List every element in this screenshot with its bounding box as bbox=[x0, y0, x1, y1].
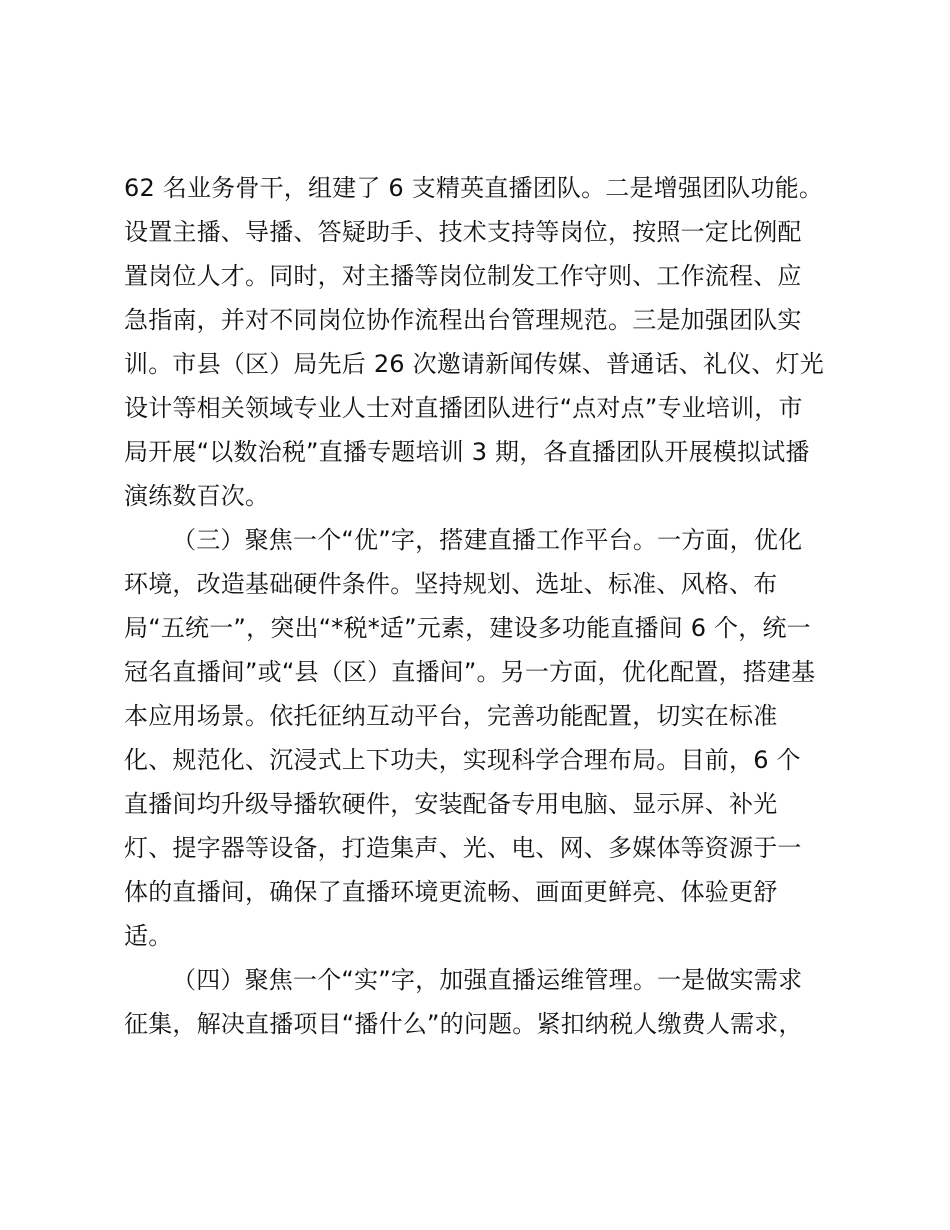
text-line: 环境，改造基础硬件条件。坚持规划、选址、标准、风格、布 bbox=[124, 570, 778, 598]
text-line: 灯、提字器等设备，打造集声、光、电、网、多媒体等资源于一 bbox=[124, 834, 802, 862]
paragraph-heading-line: （三）聚焦一个“优”字，搭建直播工作平台。一方面，优化 bbox=[172, 526, 803, 554]
text-line: 征集，解决直播项目“播什么”的问题。紧扣纳税人缴费人需求， bbox=[124, 1010, 803, 1038]
text-line: 体的直播间，确保了直播环境更流畅、画面更鲜亮、体验更舒 bbox=[124, 878, 778, 906]
text-line: 设置主播、导播、答疑助手、技术支持等岗位，按照一定比例配 bbox=[124, 218, 802, 246]
text-line: 局“五统一”，突出“*税*适”元素，建设多功能直播间 6 个，统一 bbox=[124, 614, 811, 642]
text-line: 置岗位人才。同时，对主播等岗位制发工作守则、工作流程、应 bbox=[124, 262, 802, 290]
text-line: 适。 bbox=[124, 922, 173, 950]
text-line: 62 名业务骨干，组建了 6 支精英直播团队。二是增强团队功能。 bbox=[124, 174, 824, 202]
text-line: 化、规范化、沉浸式上下功夫，实现科学合理布局。目前，6 个 bbox=[124, 746, 801, 774]
text-line: 训。市县（区）局先后 26 次邀请新闻传媒、普通话、礼仪、灯光 bbox=[124, 350, 824, 378]
text-line: 直播间均升级导播软硬件，安装配备专用电脑、显示屏、补光 bbox=[124, 790, 778, 818]
paragraph-heading-line: （四）聚焦一个“实”字，加强直播运维管理。一是做实需求 bbox=[172, 966, 803, 994]
text-line: 局开展“以数治税”直播专题培训 3 期，各直播团队开展模拟试播 bbox=[124, 438, 810, 466]
text-line: 冠名直播间”或“县（区）直播间”。另一方面，优化配置，搭建基 bbox=[124, 658, 816, 686]
text-line: 设计等相关领域专业人士对直播团队进行“点对点”专业培训，市 bbox=[124, 394, 803, 422]
text-line: 演练数百次。 bbox=[124, 482, 270, 510]
text-line: 急指南，并对不同岗位协作流程出台管理规范。三是加强团队实 bbox=[124, 306, 802, 334]
text-line: 本应用场景。依托征纳互动平台，完善功能配置，切实在标准 bbox=[124, 702, 778, 730]
